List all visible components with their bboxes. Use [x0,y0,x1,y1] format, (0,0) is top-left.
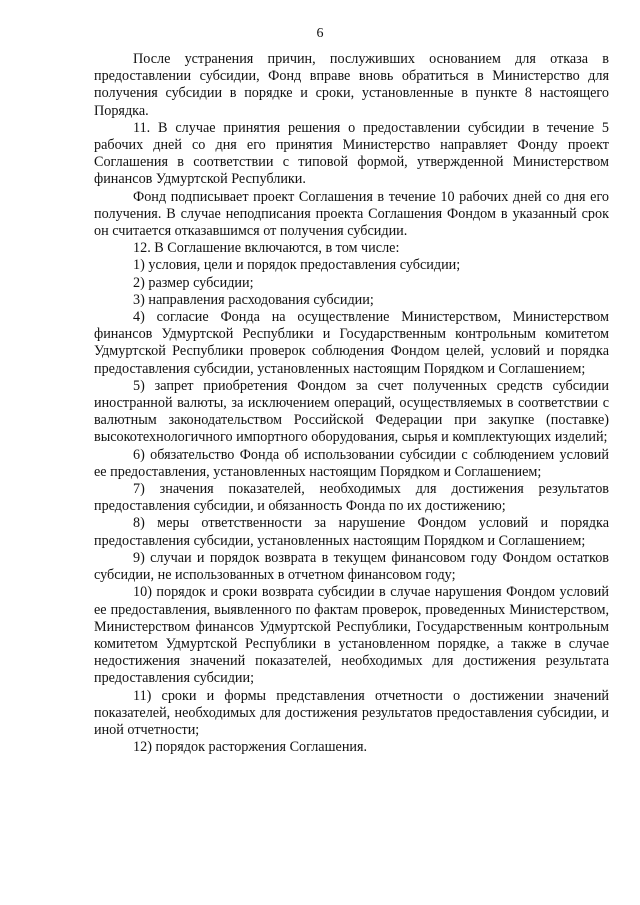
list-item-4: 4) согласие Фонда на осуществление Министерством, Министерством финансов Удмуртской Республики и Государственным контрольным комитетом Удмуртской Республики проверок соблюдения Фондом целей, условий и порядка предоставления субсидии, установленных настоящим Порядком и Соглашением; [94,309,609,377]
paragraph-agreement-signing: Фонд подписывает проект Соглашения в течение 10 рабочих дней со дня его получения. В случае неподписания проекта Соглашения Фондом в указанный срок он считается отказавшимся от получения субсидии. [94,188,609,240]
paragraph-resubmission: После устранения причин, послуживших основанием для отказа в предоставлении субсидии, Фонд вправе вновь обратиться в Министерство для получения субсидии в порядке и сроки, установленные в пункте 8 настоящего Порядка. [94,51,609,119]
list-item-5: 5) запрет приобретения Фондом за счет полученных средств субсидии иностранной валюты, за исключением операций, осуществляемых в соответствии с валютным законодательством Российской Федерации при закупке (поставке) высокотехнологичного импортного оборудования, сырья и комплектующих изделий; [94,377,609,446]
list-item-6: 6) обязательство Фонда об использовании субсидии с соблюдением условий ее предоставления, установленных настоящим Порядком и Соглашением; [94,446,609,480]
paragraph-clause-12: 12. В Соглашение включаются, в том числе: [133,240,400,257]
list-item-7: 7) значения показателей, необходимых для достижения результатов предоставления субсидии, и обязанность Фонда по их достижению; [94,481,609,515]
paragraph-clause-11: 11. В случае принятия решения о предоставлении субсидии в течение 5 рабочих дней со дня его принятия Министерство направляет Фонду проект Соглашения в соответствии с типовой формой, утвержденной Министерством финансов Удмуртской Республики. [94,119,609,188]
page-number: 6 [316,26,324,41]
list-item-12: 12) порядок расторжения Соглашения. [133,739,368,756]
list-item-11: 11) сроки и формы представления отчетности о достижении значений показателей, необходимых для достижения результатов предоставления субсидии, и иной отчетности; [94,687,609,738]
list-item-3: 3) направления расходования субсидии; [133,291,374,308]
document-body [94,51,609,756]
list-item-9: 9) случаи и порядок возврата в текущем финансовом году Фондом остатков субсидии, не использованных в отчетном финансовом году; [94,549,609,584]
list-item-1: 1) условия, цели и порядок предоставления субсидии; [133,257,461,274]
list-item-2: 2) размер субсидии; [133,274,254,291]
list-item-8: 8) меры ответственности за нарушение Фондом условий и порядка предоставления субсидии, установленных настоящим Порядком и Соглашением; [94,515,609,549]
list-item-10: 10) порядок и сроки возврата субсидии в случае нарушения Фондом условий ее предоставления, выявленного по фактам проверок, проведенных Министерством, Министерством финансов Удмуртской Республики, Государственным контрольным комитетом Удмуртской Республики в установленном порядке, а также в случае недостижения значений показателей, необходимых для достижения результата предоставления субсидии; [94,584,609,687]
